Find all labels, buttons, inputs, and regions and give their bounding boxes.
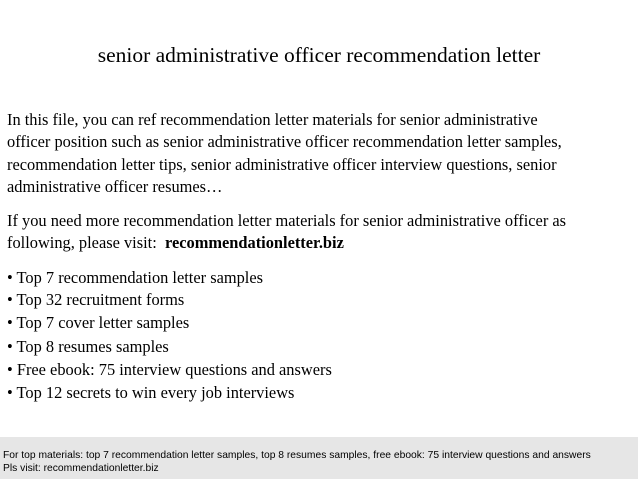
intro-line: recommendation letter tips, senior administrative officer interview questions, senior [7,154,557,174]
list-item: • Top 32 recruitment forms [7,290,185,310]
footer-banner [0,437,638,479]
document-body [7,109,633,405]
more-line [7,232,633,254]
list-item: • Top 7 cover letter samples [7,313,190,333]
footer-visit-line[interactable]: Pls visit: recommendationletter.biz [3,463,159,474]
list-item: • Top 12 secrets to win every job interviews [7,383,295,403]
intro-line: In this file, you can ref recommendation letter materials for senior administrative [7,110,538,129]
list-item: • Top 8 resumes samples [7,336,169,356]
list-item: • Free ebook: 75 interview questions and answers [7,359,332,379]
intro-paragraph [7,109,633,198]
visit-link[interactable]: recommendationletter.biz [164,233,344,253]
intro-line: administrative officer resumes… [7,176,223,196]
footer-line: For top materials: top 7 recommendation letter samples, top 8 resumes samples, free ebook: 75 interview questions and answers [3,450,591,461]
more-paragraph [7,210,633,255]
intro-line: officer position such as senior administrative officer recommendation letter samples, [7,132,562,152]
materials-list [7,267,633,405]
more-line: If you need more recommendation letter materials for senior administrative officer as [7,211,567,231]
list-item: • Top 7 recommendation letter samples [7,267,263,287]
page-title: senior administrative officer recommendation letter [97,43,541,67]
visit-prompt: following, please visit: [7,233,165,253]
